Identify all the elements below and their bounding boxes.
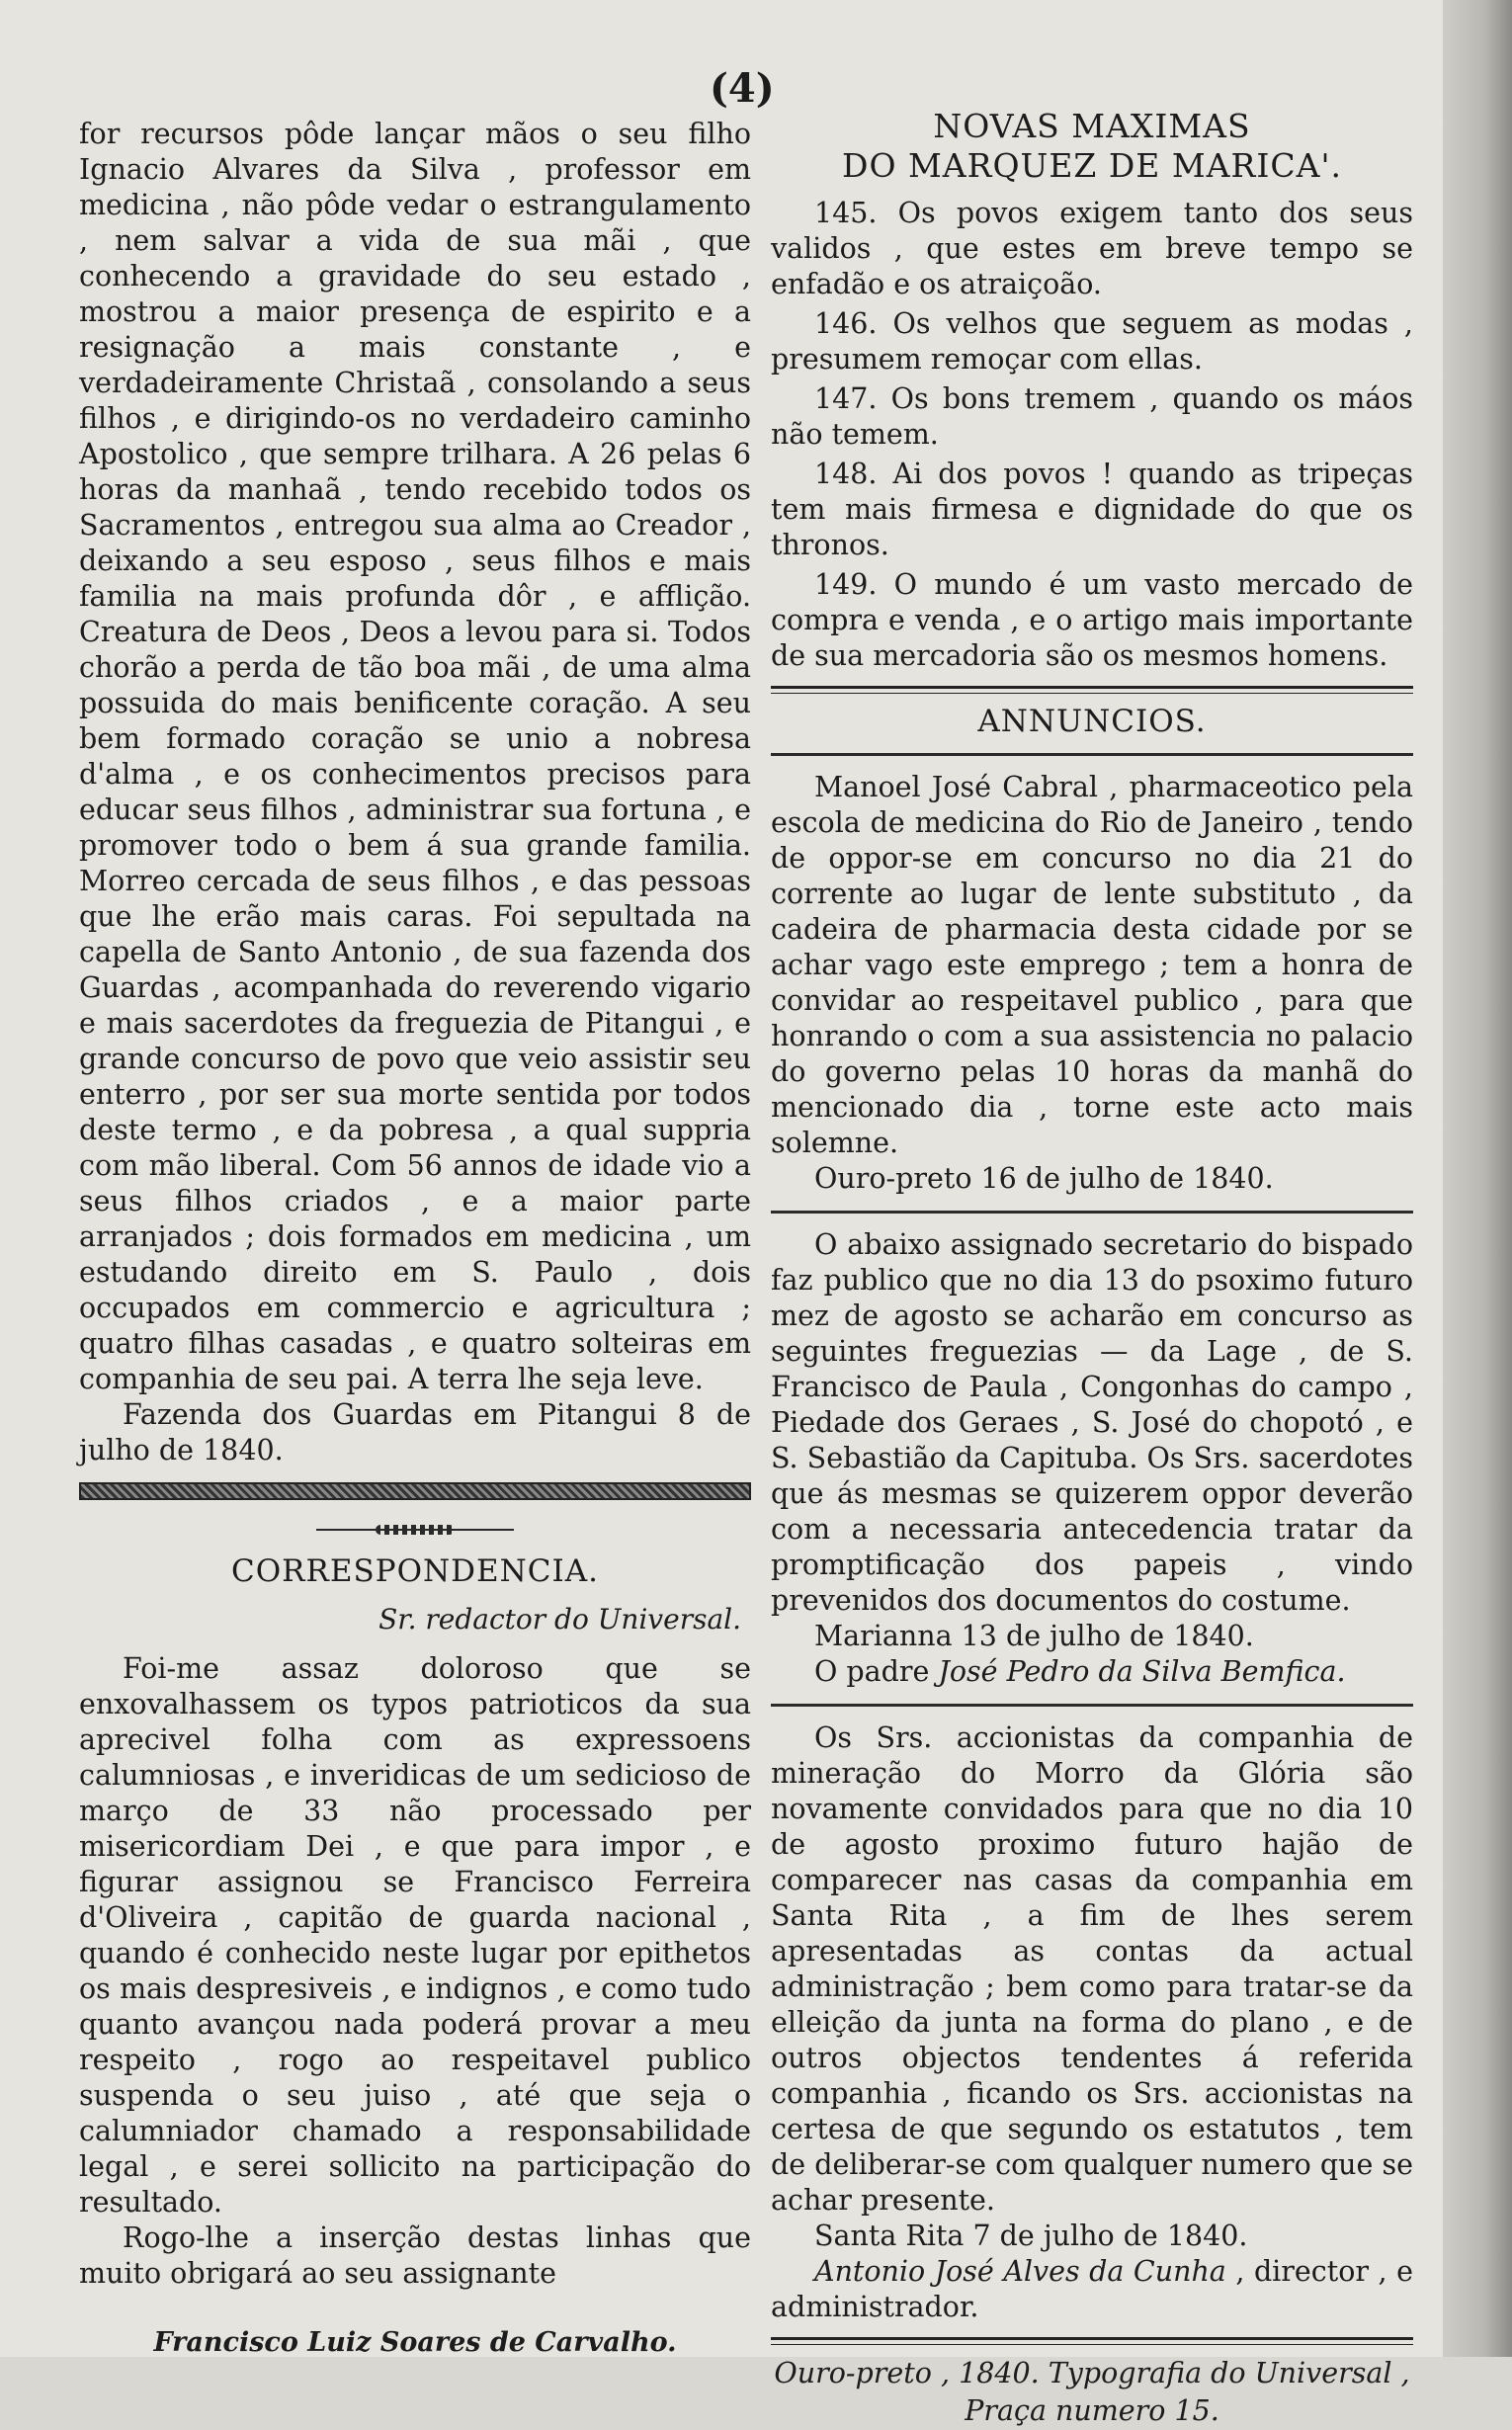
maxim-item: 148. Ai dos povos ! quando as tripeças tem mais firmesa e dignidade do que os thronos. [771,458,1413,561]
correspondence-salutation: Sr. redactor do Universal. [378,1603,741,1635]
ad-bishopric-date: Marianna 13 de julho de 1840. [814,1620,1254,1652]
obituary-text: for recursos pôde lançar mãos o seu filho Ignacio Alvares da Silva , professor em medicina , não pôde vedar o estrangulamento , nem salvar a vida de sua mãi , que conhecendo a gravidade do seu estado , mostrou a maior presença de espirito e a resignação a mais constante , e verdadeiramente Christaã , consolando a seus filhos , e dirigindo-os no verdadeiro caminho Apostolico , que sempre trilhara. A 26 pelas 6 horas da manhaã , tendo recebido todos os Sacramentos , entregou sua alma ao Creador , deixando a seu esposo , seus filhos e mais familia na mais profunda dôr , e afflição. Creatura de Deos , Deos a levou para si. Todos chorão a perda de tão boa mãi , de uma alma possuida do mais benificente coração. A seu bem formado coração se unio a nobresa d'alma , e os conhecimentos precisos para educar seus filhos , administrar sua fortuna , e promover todo o bem á sua grande familia. Morreo cercada de seus filhos , e das pessoas que lhe erão mais caras. Foi sepultada na capella de Santo Antonio , de sua fazenda dos Guardas , acompanhada do reverendo vigario e mais sacerdotes da freguezia de Pitangui , e grande concurso de povo que veio assistir seu enterro , por ser sua morte sentida por todos deste termo , e da pobresa , a qual suppria com mão liberal. Com 56 annos de idade vio a seus filhos criados , e a maior parte arranjados ; dois formados em medicina , um estudando direito em S. Paulo , dois occupados em commercio e agricultura ; quatro filhas casadas , e quatro solteiras em companhia de seu pai. A terra lhe seja leve. [79,118,751,1395]
ad-divider [771,1704,1413,1707]
signer-name: Antonio José Alves da Cunha [814,2255,1226,2288]
obituary-closing: Fazenda dos Guardas em Pitangui 8 de julho de 1840. [79,1398,751,1466]
footer-divider [771,2337,1413,2345]
correspondence-request: Rogo-lhe a inserção destas linhas que muito obrigará ao seu assignante [79,2221,751,2290]
imprint [771,2355,1413,2430]
correspondence-body: Foi-me assaz doloroso que se enxovalhassem os typos patrioticos da sua aprecivel folha com as expressoens calumniosas , e inveridicas de um sedicioso de março de 33 não processado per misericordiam Dei , e que para impor , e figurar assignou se Francisco Ferreira d'Oliveira , capitão de guarda nacional , quando é conhecido neste lugar por epithetos os mais despresiveis , e indignos , e como tudo quanto avançou nada poderá provar a meu respeito , rogo ao respeitavel publico suspenda o seu juiso , até que seja o calumniador chamado a responsabilidade legal , e serei sollicito na participação do resultado. [79,1652,751,2219]
page-number: (4) [710,65,775,112]
right-column [771,107,1413,2430]
ornament-divider [316,1522,514,1538]
maxim-item: 146. Os velhos que seguem as modas , presumem remoçar com ellas. [771,307,1413,376]
page-edge [1443,0,1512,2357]
section-divider [79,1482,751,1500]
signer-name: José Pedro da Silva Bemfica. [938,1655,1346,1688]
correspondence-heading: CORRESPONDENCIA. [231,1553,599,1589]
ad-pharmacy-body: Manoel José Cabral , pharmaceotico pela escola de medicina do Rio de Janeiro , tendo de oppor-se em concurso no dia 21 do corrente ao lugar de lente substituto , da cadeira de pharmacia desta cidade por se achar vago este emprego ; tem a honra de convidar ao respeitavel publico , para que honrando o com a sua assistencia no palacio do governo pelas 10 horas da manhã do mencionado dia , torne este acto mais solemne. [771,771,1413,1159]
annuncios-heading: ANNUNCIOS. [977,704,1207,739]
imprint-place-date: Ouro-preto , 1840. [774,2357,1040,2389]
ad-pharmacy-date: Ouro-preto 16 de julho de 1840. [814,1162,1274,1195]
ad-bishopric-signer [771,1654,1413,1690]
maxims-heading-line2: DO MARQUEZ DE MARICA'. [841,146,1343,185]
maxim-item: 145. Os povos exigem tanto dos seus validos , que estes em breve tempo se enfadão e os atraiçoão. [771,197,1413,300]
ad-mining-body: Os Srs. accionistas da companhia de mineração do Morro da Glória são novamente convidados para que no dia 10 de agosto proximo futuro hajão de comparecer nas casas da companhia em Santa Rita , a fim de lhes serem apresentadas as contas da actual administração ; bem como para tratar-se da elleição da junta na forma do plano , e de outros objectos tendentes á referida companhia , ficando os Srs. accionistas na certesa de que segundo os estatutos , tem de deliberar-se com qualquer numero que se achar presente. [771,1721,1413,2217]
ad-mining-date: Santa Rita 7 de julho de 1840. [814,2220,1248,2252]
maxim-item: 149. O mundo é um vasto mercado de compra e venda , e o artigo mais importante de sua mercadoria são os mesmos homens. [771,568,1413,672]
ad-mining-signer [771,2254,1413,2325]
ad-bishopric-body: O abaixo assignado secretario do bispado faz publico que no dia 13 do psoximo futuro mez de agosto se acharão em concurso as seguintes freguezias — da Lage , de S. Francisco de Paula , Congonhas do campo , Piedade dos Geraes , S. José do chopotó , e S. Sebastião da Capituba. Os Srs. sacerdotes que ás mesmas se quizerem oppor deverão com a necessaria antecedencia tratar da promptificação dos papeis , vindo prevenidos dos documentos do costume. [771,1228,1413,1617]
correspondence-signature: Francisco Luiz Soares de Carvalho. [153,2327,677,2358]
section-divider [771,753,1413,756]
maxim-item: 147. Os bons tremem , quando os máos não temem. [771,382,1413,451]
left-column [79,117,751,2358]
signer-prefix: O padre [814,1655,930,1688]
section-divider [771,686,1413,694]
ad-divider [771,1211,1413,1214]
signer-role: , director , e administrador. [771,2255,1413,2323]
maxims-heading-line1: NOVAS MAXIMAS [933,107,1251,145]
imprint-address: Praça numero 15. [965,2394,1219,2427]
imprint-press: Typografia do Universal , [1048,2357,1410,2389]
